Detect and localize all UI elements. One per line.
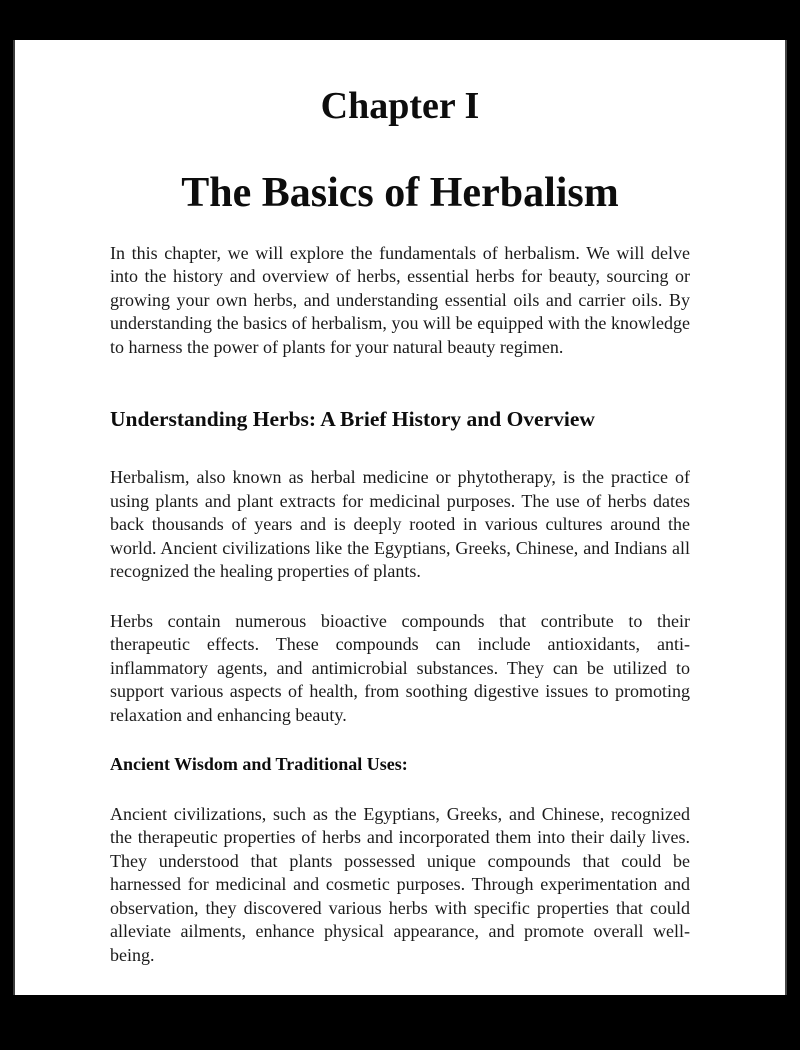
intro-paragraph: In this chapter, we will explore the fundamentals of herbalism. We will delve into the history and overview of herbs, essential herbs for beauty, sourcing or growing your own herbs, and understanding essential oils and carrier oils. By understanding the basics of herbalism, you will be equipped with the knowledge to harness the power of plants for your natural beauty regimen. (110, 242, 690, 357)
chapter-heading: Chapter I (320, 85, 480, 127)
paragraph-bioactive-compounds: Herbs contain numerous bioactive compounds that contribute to their therapeutic effects. These compounds can include antioxidants, anti-inflammatory agents, and antimicrobial substances. They can be utilized to support various aspects of health, from soothing digestive issues to promoting relaxation and enhancing beauty. (110, 610, 690, 725)
paragraph-herbalism-definition: Herbalism, also known as herbal medicine or phytotherapy, is the practice of using plants and plant extracts for medicinal purposes. The use of herbs dates back thousands of years and is deeply rooted in various cultures around the world. Ancient civilizations like the Egyptians, Greeks, Chinese, and Indians all recognized the healing properties of plants. (110, 467, 690, 582)
subsection-heading: Ancient Wisdom and Traditional Uses: (110, 754, 408, 775)
section-heading: Understanding Herbs: A Brief History and Overview (110, 407, 595, 432)
paragraph-ancient-civilizations: Ancient civilizations, such as the Egyptians, Greeks, and Chinese, recognized the therapeutic properties of herbs and incorporated them into their daily lives. They understood that plants possessed unique compounds that could be harnessed for medicinal and cosmetic purposes. Through experimentation and observation, they discovered various herbs with specific properties that could alleviate ailments, enhance physical appearance, and promote overall well-being. (110, 803, 690, 965)
book-page (13, 40, 787, 995)
chapter-title: The Basics of Herbalism (181, 169, 619, 216)
